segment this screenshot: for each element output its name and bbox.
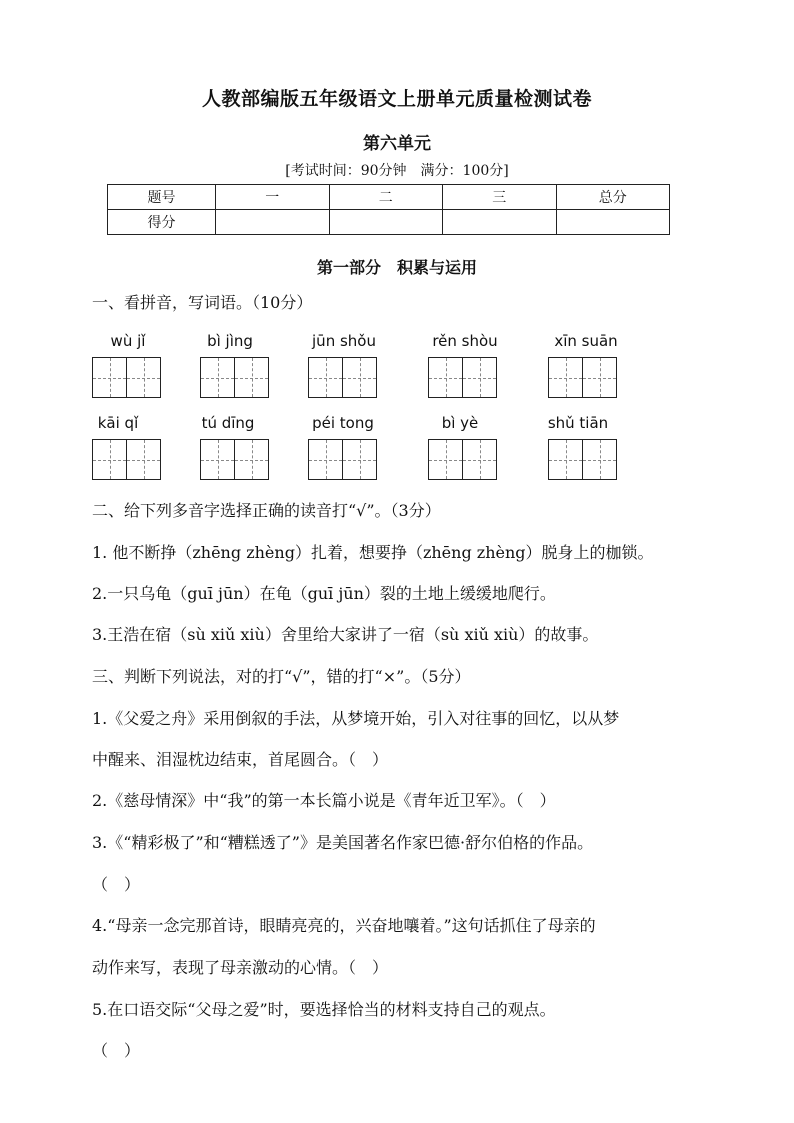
score-table bbox=[107, 184, 670, 235]
writing-grid[interactable] bbox=[92, 357, 160, 398]
question-heading: 二、给下列多音字选择正确的读音打“√”。（3分） bbox=[92, 501, 441, 520]
question-item: 中醒来、泪湿枕边结束，首尾圆合。（ ） bbox=[92, 750, 389, 769]
part-title: 第一部分 积累与运用 bbox=[316, 258, 477, 277]
answer-bracket[interactable]: （ ） bbox=[92, 875, 141, 894]
question-item: 2.《慈母情深》中“我”的第一本长篇小说是《青年近卫军》。（ ） bbox=[92, 791, 556, 810]
pinyin-label: bì jìng bbox=[207, 332, 253, 350]
pinyin-label: jūn shǒu bbox=[312, 332, 376, 350]
writing-grid[interactable] bbox=[200, 439, 268, 480]
writing-grid[interactable] bbox=[308, 439, 376, 480]
question-item: 1. 他不断挣（zhēng zhèng）扎着，想要挣（zhēng zhèng）脱身上的枷锁。 bbox=[92, 543, 654, 562]
table-row bbox=[108, 210, 670, 235]
question-item: 2.一只乌龟（guī jūn）在龟（guī jūn）裂的土地上缓缓地爬行。 bbox=[92, 584, 556, 603]
question-item: 1.《父爱之舟》采用倒叙的手法，从梦境开始，引入对往事的回忆，以从梦 bbox=[92, 709, 620, 728]
question-heading: 三、判断下列说法，对的打“√”，错的打“×”。（5分） bbox=[92, 667, 471, 686]
pinyin-label: péi tong bbox=[312, 414, 374, 432]
pinyin-label: xīn suān bbox=[554, 332, 618, 350]
question-item: 5.在口语交际“父母之爱”时，要选择恰当的材料支持自己的观点。 bbox=[92, 1000, 556, 1019]
table-cell: 二 bbox=[329, 185, 443, 210]
score-cell[interactable] bbox=[216, 210, 330, 235]
question-item: 3.王浩在宿（sù xiǔ xiù）舍里给大家讲了一宿（sù xiǔ xiù）的故事。 bbox=[92, 625, 599, 644]
writing-grid[interactable] bbox=[548, 439, 616, 480]
pinyin-label: shǔ tiān bbox=[547, 414, 609, 432]
table-cell: 三 bbox=[443, 185, 557, 210]
writing-grid[interactable] bbox=[200, 357, 268, 398]
writing-grid[interactable] bbox=[308, 357, 376, 398]
writing-grid[interactable] bbox=[92, 439, 160, 480]
score-cell[interactable] bbox=[556, 210, 670, 235]
question-item: 3.《“精彩极了”和“糟糕透了”》是美国著名作家巴德·舒尔伯格的作品。 bbox=[92, 833, 594, 852]
score-cell[interactable] bbox=[443, 210, 557, 235]
writing-grid[interactable] bbox=[548, 357, 616, 398]
writing-grid[interactable] bbox=[428, 357, 496, 398]
table-cell: 一 bbox=[216, 185, 330, 210]
exam-info: [考试时间：90分钟 满分：100分] bbox=[285, 163, 509, 179]
question-heading: 一、看拼音，写词语。（10分） bbox=[92, 293, 313, 312]
table-cell: 题号 bbox=[108, 185, 216, 210]
answer-bracket[interactable]: （ ） bbox=[92, 1041, 141, 1060]
pinyin-label: bì yè bbox=[441, 414, 479, 432]
pinyin-label: tú dīng bbox=[201, 414, 255, 432]
pinyin-label: kāi qǐ bbox=[97, 414, 139, 432]
pinyin-label: rěn shòu bbox=[432, 332, 498, 350]
exam-title: 人教部编版五年级语文上册单元质量检测试卷 bbox=[201, 88, 592, 110]
table-row bbox=[108, 185, 670, 210]
score-cell[interactable] bbox=[329, 210, 443, 235]
pinyin-label: wù jǐ bbox=[110, 332, 146, 350]
unit-title: 第六单元 bbox=[363, 134, 431, 154]
writing-grid[interactable] bbox=[428, 439, 496, 480]
table-cell: 得分 bbox=[108, 210, 216, 235]
question-item: 4.“母亲一念完那首诗，眼睛亮亮的，兴奋地嚷着。”这句话抓住了母亲的 bbox=[92, 916, 596, 935]
question-item: 动作来写，表现了母亲激动的心情。（ ） bbox=[92, 958, 389, 977]
table-cell: 总分 bbox=[556, 185, 670, 210]
